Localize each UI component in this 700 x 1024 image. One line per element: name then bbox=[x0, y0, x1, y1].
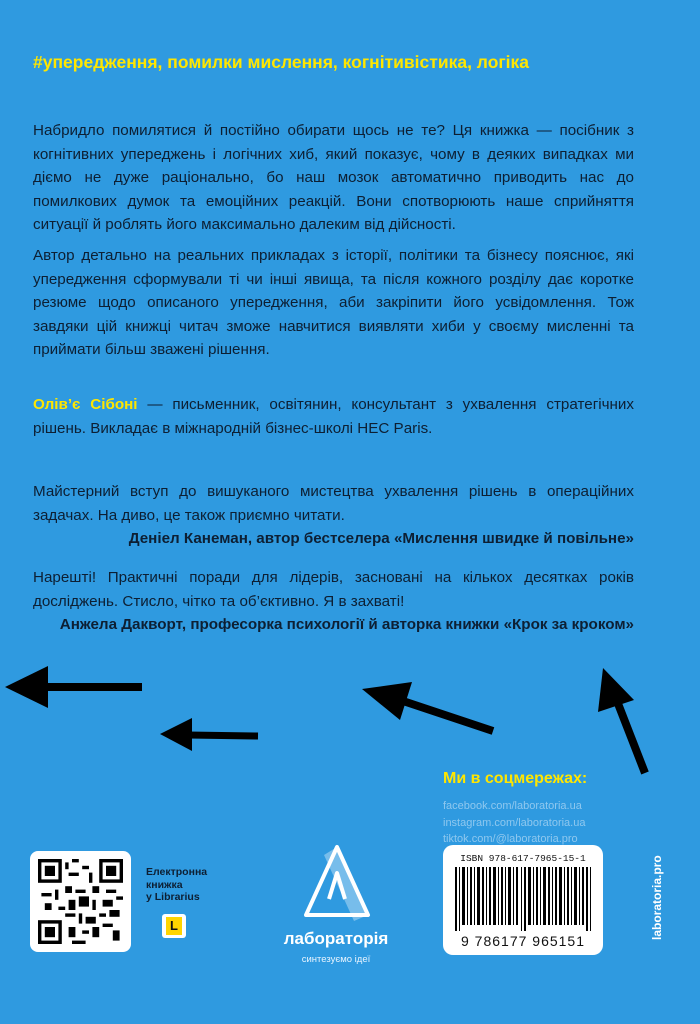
publisher-logo-icon bbox=[302, 843, 372, 923]
publisher-tagline: синтезуємо ідеї bbox=[301, 954, 371, 965]
facebook-link[interactable]: facebook.com/laboratoria.ua bbox=[443, 800, 582, 812]
social-title: Ми в соцмережах: bbox=[443, 770, 588, 787]
arrow-up-left-icon bbox=[362, 682, 493, 731]
arrow-left-small-icon bbox=[160, 718, 258, 751]
author-bio-text: — письменник, освітянин, консультант з ухвалення стратегічних рішень. Викладає в міжнародній бізнес-школі HEC Paris. bbox=[33, 396, 634, 437]
ebook-line-1: Електронна bbox=[146, 866, 208, 878]
quote-attribution: Деніел Канеман, автор бестселера «Мислення швидке й повільне» bbox=[128, 530, 634, 547]
barcode bbox=[443, 845, 603, 955]
isbn-label: ISBN 978-617-7965-15-1 bbox=[460, 853, 586, 864]
arrow-up-icon bbox=[598, 668, 645, 773]
social-links bbox=[443, 798, 613, 848]
publisher-name: лабораторія bbox=[283, 929, 389, 948]
website[interactable]: laboratoria.pro bbox=[650, 855, 664, 940]
qr-code-icon bbox=[38, 859, 123, 944]
description-paragraph-1: Набридло помилятися й постійно обирати щось не те? Ця книжка — посібник з когнітивних упереджень і логічних хиб, який показує, чому в деяких випадках ми діємо не дуже раціонально, бо наш мозок автоматично приводить нас до помилкових думок та емоційних реакцій. Вони спотворюють наше сприйняття ситуації й роблять його максимально далеким від дійсності. bbox=[33, 122, 634, 233]
ebook-line-3: у Librarius bbox=[146, 891, 200, 903]
isbn-digits: 9 786177 965151 bbox=[461, 933, 585, 949]
qr-code[interactable] bbox=[30, 851, 131, 952]
quote-text: Нарешті! Практичні поради для лідерів, засновані на кількох десятках років досліджень. Стисло, чітко та об’єктивно. Я в захваті! bbox=[33, 569, 634, 610]
tiktok-link[interactable]: tiktok.com/@laboratoria.pro bbox=[443, 833, 578, 845]
barcode-bars-icon bbox=[451, 867, 595, 931]
description-paragraph-2: Автор детально на реальних прикладах з історії, політики та бізнесу пояснює, які упередження сформували ті чи інші явища, та після кожного розділу дає коротке резюме щодо описаного упередження, аби закріпити його усвідомлення. Тож завдяки цій книжці читач зможе навчитися виявляти хиби у своєму мисленні та приймати більш зважені рішення. bbox=[33, 247, 634, 358]
quote-attribution: Анжела Дакворт, професорка психології й авторка книжки «Крок за кроком» bbox=[59, 616, 634, 633]
librarius-badge-letter: L bbox=[166, 917, 182, 935]
arrow-left-large-icon bbox=[5, 666, 142, 708]
ebook-line-2: книжка bbox=[146, 878, 183, 891]
hashtags: #упередження, помилки мислення, когнітивістика, логіка bbox=[33, 52, 530, 72]
quote-text: Майстерний вступ до вишуканого мистецтва ухвалення рішень в операційних задачах. На диво, це також приємно читати. bbox=[33, 483, 634, 524]
author-name: Олів’є Сібоні bbox=[33, 396, 138, 413]
instagram-link[interactable]: instagram.com/laboratoria.ua bbox=[443, 816, 586, 829]
librarius-badge-icon bbox=[162, 914, 186, 938]
ebook-note bbox=[146, 866, 216, 904]
